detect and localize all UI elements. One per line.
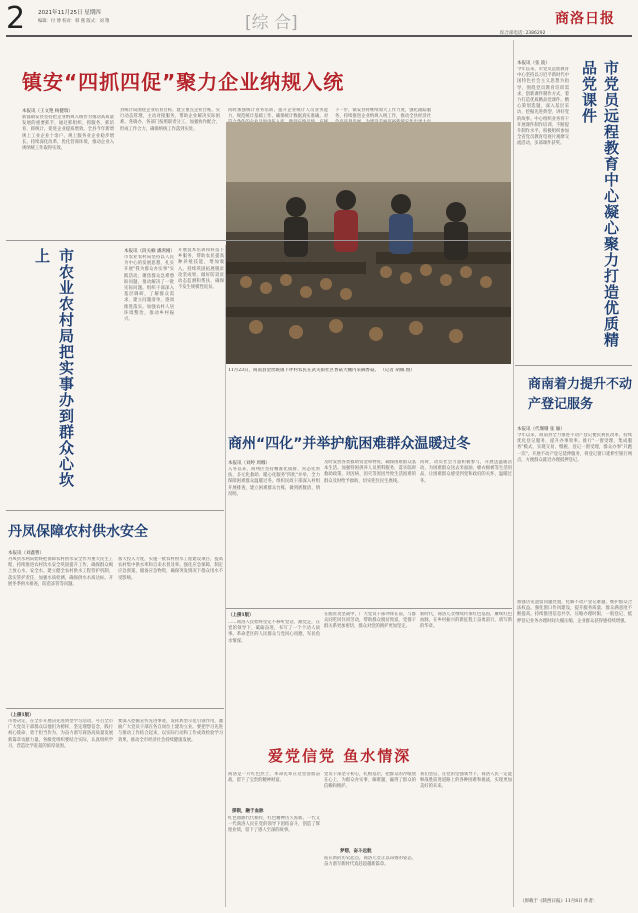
main-headline: 镇安“四抓四促”聚力企业纳规入统 [22,70,345,94]
photo-caption [228,368,510,390]
left-vertical-headline: 市农业农村局把实事办到群众心坎上 [33,248,75,488]
editor-info: 编辑：付 博 校对：韩 燕 版式：刘 翔 [38,19,110,24]
section-name: 综 合 [251,13,292,33]
photo-credit: （记者 胡佩 摄） [380,368,415,373]
right-mid-byline: 本报讯（代珊珊 张 颖） [517,427,565,432]
feature-subhead-1 [232,808,264,814]
right-lower-col: 加强历史遗留问题处置，化解不动产登记难题，维护群众合法权益。强化窗口作风建设，提升服务质量，群众满意度不断提高。持续推进信息共享，压缩办理时限，一般登记、抵押登记业务办理时间大幅压缩，企业群众获得感持续增强。 [517,600,632,624]
left-bottom-byline: 本报讯（刘鑫曹） [8,551,44,556]
feature-subhead-2 [340,848,372,854]
feature-col-7: 站在新的历史起点，商洛儿女正以昂扬的姿态，奋力谱写新时代追赶超越新篇章。 [324,856,416,868]
left-byline: 本报讯（段关楠 潘鸿刚） [124,249,175,254]
right-vertical-headline: 市党员远程教育中心凝心聚力打造优质精品党课件 [580,60,620,348]
feature-headline: 爱党信党 鱼水情深 [268,747,412,765]
main-article-col-2: 县统计局围绕企业培育目标，建立重点企业台账，实行动态管理，主动对接服务，帮助企业解决实际困难。各镇办、各部门按照职责分工，加强协作配合，形成工作合力，确保纳统工作落到实处。 [120,108,220,132]
dept-phone: 综合部电话: 2386292 [500,31,546,36]
right-mid-col: 今年以来，商南县全力推进不动产登记便民利民改革，持续优化登记服务，提升办事效率。推行"一窗受理、集成服务"模式，实现交易、缴税、登记一窗受理，群众办事"只跑一次"。开展不动产登记延伸服务，将登记窗口延伸至银行网点，方便群众就近办理抵押登记。 [517,433,632,463]
feature-kicker: （上接1版） [228,613,254,618]
center-col-1: 入冬以来，商州区坚持精准化摸排、常态化帮扶、多元化救助、暖心化服务"四化"并举，全力保障困难群众温暖过冬。组织民政干部深入村组开展排查，建立困难群众台账，做到底数清、情况明。 [228,467,320,497]
rule-left-bottom [6,708,224,709]
right-mid-headline-text: 商南着力提升不动产登记服务 [528,377,633,412]
left-continued-col-1: 市委决定，在全市开展向先进典型学习活动，号召全市广大党员干部群众以他们为榜样，坚定理想信念，践行初心使命，勇于担当作为，为奋力谱写商洛高质量发展新篇章贡献力量。各级党组织要结合实际，认真组织学习，营造比学赶超的浓厚氛围。 [8,719,113,749]
main-article-col-3: 同时加强统计业务培训，提升企业统计人员业务能力，规范统计基础工作，确保统计数据真实准确。对 [228,108,328,120]
section-label: [综 合] [245,13,298,33]
main-byline: 本报讯（王文艳 杨健瑞） [22,109,73,114]
rule-v-left [225,245,226,907]
right-mid-headline [528,375,632,415]
rule-center-mid [226,608,512,609]
main-article-col-1: 新都镇安县坚持把企业纳规入统作为推动高质量发展的重要抓手，通过抓组织、抓服务、抓培育、抓统计，促进企业提质增效。全县今年新增规上工业企业十余户，规上服务业企业稳步增长。持续深化改革，优化营商环境，推动企业入规纳统工作取得实效。 [22,115,114,152]
issue-date: 2021年11月25日 星期四 [38,10,101,16]
rule-v-right [513,40,514,907]
feature-col-4: 商洛是一片红色热土，革命先辈在这里浴血奋战，留下了宝贵的精神财富。 [228,772,320,784]
rule-right-mid [515,365,632,366]
center-headline: 商州“四化”并举护航困难群众温暖过冬 [228,436,471,452]
left-bottom-kicker: （上接1版） [8,713,34,718]
feature-col-3: 新时代，商洛儿女继续传承红色基因，赓续红色血脉，在乡村振兴的新征程上奋勇前行，谱写新的华章。 [420,612,512,630]
rule-left-mid [6,510,224,511]
center-col-3: 同时，动员社会力量积极参与，开展送温暖活动，为困难群众送去米面油、棉衣棉被等生活用品，让困难群众感受到党和政府的关怀，温暖过冬。 [420,460,512,484]
feature-col-5: 红色血脉代代相传，红色精神历久弥新。一代又一代商洛人民在党的领导下团结奋斗，创造了辉煌业绩，留下了感人至深的故事。 [228,816,320,834]
page-number: 2 [6,1,26,36]
left-article-col-2: 开展技术培训和科技下乡服务，帮助农民提高种养殖技能，增加收入。持续巩固拓展脱贫攻坚成果，做好防返贫动态监测和帮扶，确保不发生规模性返贫。 [178,248,224,291]
feature-subhead-1-text: 探锁，融于血脉 [232,809,264,814]
center-col-2: 及时发放各类救助资金和物资，确保困难群众基本生活。加强特困供养人员照料服务，落实临时救助政策，对因病、因灾等原因导致生活困难的群众及时给予救助，切实兜住民生底线。 [324,460,416,484]
feature-col-2: 在脱贫攻坚战中，广大党员干部冲锋在前，与群众同吃同住同劳动，帮助群众脱贫致富，党群干群关系更加密切，群众对党的拥护更加坚定。 [324,612,416,630]
header-rule [6,35,632,37]
rule-under-main [6,240,511,241]
left-article-col-1: 市农业农村局坚持以人民为中心的发展思想，扎实开展"我为群众办实事"实践活动，聚焦群众急难愁盼问题，推动解决了一批实际问题。组织干部深入基层调研，了解群众需求，建立问题清单，逐项推进落实。加强农村人居环境整治，推动乡村振兴。 [124,255,174,323]
left-bottom-col-1: 丹凤县水利局始终把保障农村供水安全作为重大民生工程，持续推进农村饮水安全巩固提升工作，确保群众喝上放心水、安全水。建立健全农村供水工程管护机制，落实管护责任，加强水质检测，确保供水水质达标。开展冬季供水排查，防范冻管等问题。 [8,557,113,587]
right-article-col-a: 今年以来，市党员远程教育中心坚持以习近平新时代中国特色社会主义思想为指导，围绕党员教育培训需求，创新课件制作方式，着力打造优质精品党课件。精心策划选题，深入基层采访，挖掘先进典型，讲好党的故事。中心组织业务骨干开展课件制作培训，不断提升制作水平。积极组织参加全省党员教育电视片观摩交流活动，多部课件获奖。 [517,67,569,147]
feature-col-6: 党员干部坚守初心，扎根基层，把群众的冷暖放在心上，为群众办实事、解难题，赢得了群众的信赖和拥护。 [324,772,416,790]
feature-col-1: ……商洛人民始终坚定不移听党话、跟党走，在党的领导下，砥砺奋进，书写了一个个动人故事。革命老区的人民群众与党同心同德，军民鱼水情深。 [228,620,320,644]
masthead-logo: 商洛日报 [555,11,615,27]
left-bottom-headline: 丹凤保障农村供水安全 [8,524,148,540]
right-byline: 本报讯（张 波） [517,61,550,66]
center-byline: 本报讯（刘婷 周娜） [228,461,270,466]
left-bottom-col-2: 加大投入力度，实施一批农村供水工程建设项目，提高农村集中供水率和自来水普及率。强化应急保障，制定应急预案，储备应急物资，确保突发情况下群众用水不受影响。 [118,557,223,581]
mushroom-harvest-photo [226,122,511,364]
feature-col-8: 我们坚信，在党的坚强领导下，商洛人民一定能够战胜前进道路上的各种困难和挑战，实现更加美好的未来。 [420,772,512,790]
left-continued-col-2: 要深入挖掘宣传先进事迹，发挥典型示范引领作用，激励广大党员干部在各自岗位上建功立业。要把学习先进与推动工作结合起来，以实际行动和工作成效检验学习效果，推动全市经济社会持续健康发展。 [118,719,223,743]
feature-subhead-2-text: 梦想，奋斗远航 [340,849,372,854]
main-article-col-4: 下一步，镇安县将继续加大工作力度，强化跟踪服务，持续推进企业纳规入统工作，推动全县经济社 [335,108,431,120]
feature-end-note: （原载于《陕西日报》11月8日 作者： [520,899,598,904]
photo-caption-text: 11月23日，商南县金丝峡镇下坪村农民在武关街社区香菇大棚内采摘香菇。 [228,368,379,373]
